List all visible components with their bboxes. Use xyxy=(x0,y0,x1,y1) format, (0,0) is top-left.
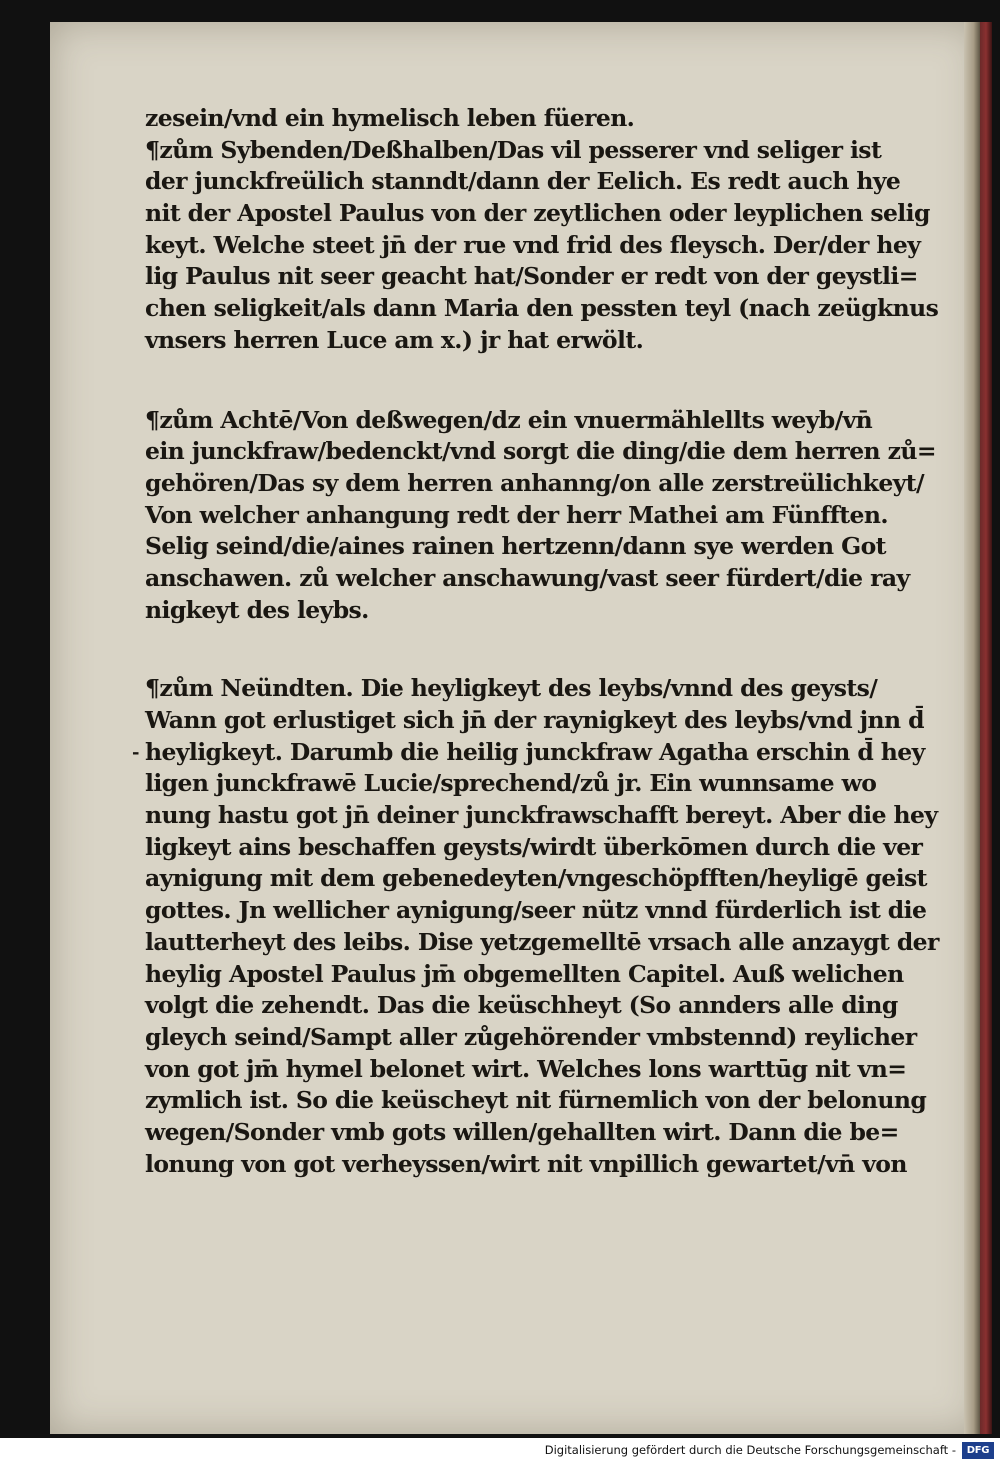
margin-mark: - xyxy=(132,742,140,763)
text-line: zymlich ist. So die keüscheyt nit fürnemlich von der belonung xyxy=(145,1086,927,1115)
text-line: nit der Apostel Paulus von der zeytlichen oder leyplichen selig xyxy=(145,199,930,228)
text-line: Wann got erlustiget sich jn̄ der raynigkeyt des leybs/vnd jnn d̄ xyxy=(145,706,924,734)
dfg-logo: DFG xyxy=(962,1442,994,1459)
paragraph-2 xyxy=(145,135,939,357)
text-line: ¶zům Neündten. Die heyligkeyt des leybs/vnnd des geysts/ xyxy=(145,674,878,703)
text-line: aynigung mit dem gebenedeyten/vngeschöpfften/heyligē geist xyxy=(145,864,927,893)
text-line: heyligkeyt. Darumb die heilig junckfraw Agatha erschin d̄ hey xyxy=(145,737,925,766)
text-line: ¶zům Sybenden/Deßhalben/Das vil pesserer vnd seliger ist xyxy=(145,135,882,164)
text-line: ligkeyt ains beschaffen geysts/wirdt überkōmen durch die ver xyxy=(145,832,923,861)
text-line: nung hastu got jn̄ deiner junckfrawschafft bereyt. Aber die hey xyxy=(145,801,938,830)
text-line: lig Paulus nit seer geacht hat/Sonder er redt von der geystli= xyxy=(145,262,918,291)
text-line: keyt. Welche steet jn̄ der rue vnd frid des fleysch. Der/der hey xyxy=(145,230,921,259)
binding-edge xyxy=(980,22,992,1434)
text-line: anschawen. zů welcher anschawung/vast seer fürdert/die ray xyxy=(145,563,910,592)
footer-credit: Digitalisierung gefördert durch die Deutsche Forschungsgemeinschaft - xyxy=(544,1443,956,1457)
text-line: lautterheyt des leibs. Dise yetzgemelltē vrsach alle anzaygt der xyxy=(145,927,939,956)
text-line: ligen junckfrawē Lucie/sprechend/zů jr. Ein wunnsame wo xyxy=(145,769,877,798)
text-line: chen seligkeit/als dann Maria den pessten teyl (nach zeügknus xyxy=(145,294,939,323)
page-text xyxy=(145,103,939,1180)
text-line: vnsers herren Luce am x.) jr hat erwölt. xyxy=(145,325,644,354)
page-edge xyxy=(964,22,980,1434)
text-line: ein junckfraw/bedenckt/vnd sorgt die ding/die dem herren zů= xyxy=(145,437,936,466)
paragraph-1 xyxy=(145,103,890,135)
text-line: wegen/Sonder vmb gots willen/gehallten wirt. Dann die be= xyxy=(145,1117,899,1146)
paragraph-4 xyxy=(145,673,939,1180)
text-line: volgt die zehendt. Das die keüschheyt (So annders alle ding xyxy=(145,991,898,1020)
text-line: lonung von got verheyssen/wirt nit vnpillich gewartet/vn̄ von xyxy=(145,1149,907,1178)
paragraph-gap xyxy=(145,357,890,405)
text-line: gehören/Das sy dem herren anhanng/on alle zerstreülichkeyt/ xyxy=(145,468,924,497)
text-line: nigkeyt des leybs. xyxy=(145,595,369,624)
paragraph-gap xyxy=(145,626,890,673)
text-line: gottes. Jn wellicher aynigung/seer nütz vnnd fürderlich ist die xyxy=(145,896,927,925)
text-line: von got jm̄ hymel belonet wirt. Welches lons warttūg nit vn= xyxy=(145,1054,907,1083)
text-line: heylig Apostel Paulus jm̄ obgemellten Capitel. Auß welichen xyxy=(145,959,904,988)
text-line: gleych seind/Sampt aller zůgehörender vmbstennd) reylicher xyxy=(145,1022,917,1051)
text-line: zesein/vnd ein hymelisch leben füeren. xyxy=(145,104,635,132)
text-line: Selig seind/die/aines rainen hertzenn/dann sye werden Got xyxy=(145,532,886,561)
paragraph-3 xyxy=(145,405,936,627)
digitization-footer xyxy=(0,1438,1000,1464)
text-line: Von welcher anhangung redt der herr Mathei am Fünfften. xyxy=(145,500,888,529)
text-line: ¶zům Achtē/Von deßwegen/dz ein vnuermählellts weyb/vn̄ xyxy=(145,405,873,434)
text-line: der junckfreülich stanndt/dann der Eelich. Es redt auch hye xyxy=(145,167,901,196)
